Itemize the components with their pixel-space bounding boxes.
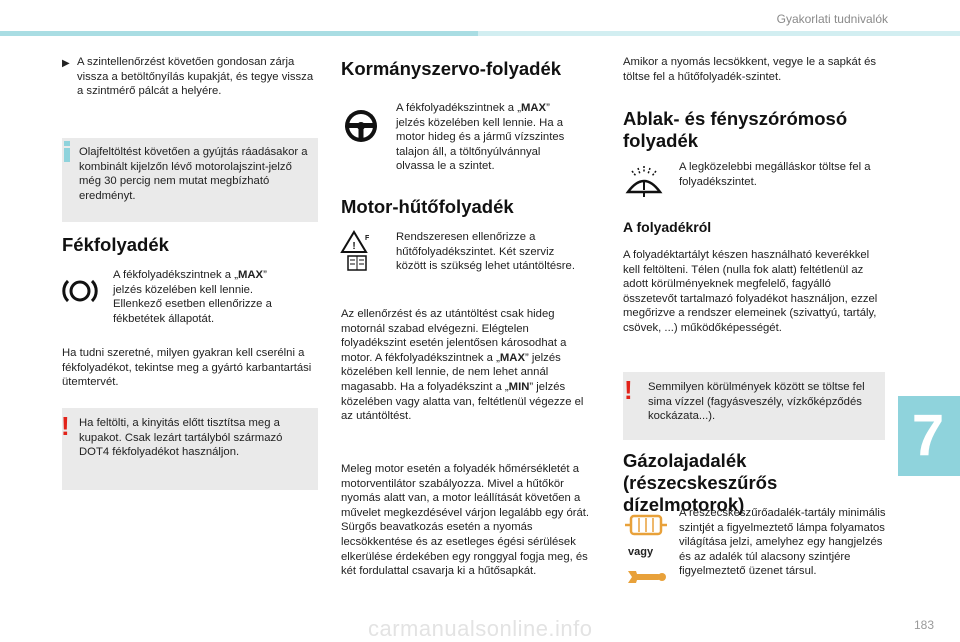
brake-warning-text: Ha feltölti, a kinyitás előtt tisztítsa meg a kupakot. Csak lezárt tartályból származó DOT4 fékfolyadékot használjon.	[79, 417, 283, 459]
brake-warning-icon	[62, 276, 98, 306]
coolant-p1-c: ” jelzés közelében vagy alatta van, feltétlenül végezze el az utántöltést.	[341, 380, 584, 423]
brake-paragraph: Ha tudni szeretné, milyen gyakran kell cserélni a fékfolyadékot, tekintse meg a gyártó karbantartási ütemtervét.	[62, 347, 312, 389]
info-icon	[64, 148, 70, 162]
bullet-glyph: ▶	[62, 58, 70, 69]
coolant-paragraph-2: Meleg motor esetén a folyadék hőmérsékletét a motorventilátor szabályozza. Mivel a hűtőkör nyomás alatt van, a motor leállítását követően a művelet megkezdésével várjon legalább egy órát. Sürgős beavatkozás esetén a nyomás lecsökkentése és az esetleges égési sérülések elkerülése érdekében egy ronggyal fogja meg, és két fordulattal csavarja ki a hűtősapkát.	[341, 463, 590, 578]
wrench-icon	[626, 568, 666, 586]
warning-icon-2: !	[624, 375, 633, 405]
col3-top-text: Amikor a nyomás lecsökkent, vegye le a sapkát és töltse fel a hűtőfolyadék-szintet.	[623, 56, 877, 83]
fluid-text: A folyadéktartályt készen használható keverékkel kell feltölteni. Télen (nulla fok alatt) feltétlenül az adott körülményeknek megfelelő, fagyálló összetevőt tartalmazó folyadékot használjon, ezzel megőrizve a rendszer elemeinek (szivattyú, tartály, csövek, ...) működőképességét.	[623, 249, 878, 334]
header-rule-left	[0, 31, 478, 36]
brake-text-max: MAX	[237, 269, 264, 281]
coolant-warning-icon	[340, 230, 376, 272]
brake-fluid-title: Fékfolyadék	[62, 234, 169, 255]
windscreen-washer-icon	[624, 164, 664, 200]
washer-fluid-text: A legközelebbi megálláskor töltse fel a folyadékszintet.	[679, 161, 871, 188]
coolant-p1-max: MAX	[499, 351, 525, 364]
chapter-number: 7	[911, 403, 945, 468]
diesel-additive-title: Gázolajadalék (részecskeszűrős dízelmotorok)	[623, 450, 778, 515]
coolant-title: Motor-hűtőfolyadék	[341, 196, 514, 217]
coolant-p1-min: MIN	[508, 380, 530, 393]
warning-icon: !	[61, 411, 70, 441]
fluid-subtitle: A folyadékról	[623, 219, 712, 235]
watermark: carmanualsonline.info	[368, 616, 593, 641]
brake-fluid-text	[113, 268, 298, 326]
info-icon-dot	[64, 141, 70, 146]
vagy-label: vagy	[628, 546, 654, 558]
header-title: Gyakorlati tudnivalók	[776, 12, 888, 26]
steering-text-max: MAX	[520, 102, 547, 114]
diesel-additive-text: A részecskeszűrőadalék-tartály minimális szintjét a figyelmeztető lámpa folyamatos világítása jelzi, amelyhez egy hangjelzés és az adalék túl alacsony szintjére figyelmeztető üzenet társul.	[679, 507, 886, 578]
header-rule-right	[478, 31, 960, 36]
washer-fluid-title: Ablak- és fényszórómosó folyadék	[623, 108, 848, 151]
coolant-p1-a: Az ellenőrzést és az utántöltést csak hideg motornál szabad elvégezni. Elégtelen folyadékszint esetén jelentősen károsodhat a motor. A fékfolyadékszintnek a „	[341, 308, 567, 364]
bullet-text: A szintellenőrzést követően gondosan zárja vissza a betöltőnyílás kupakját, és tegye vissza a szintmérő pálcát a helyére.	[77, 56, 314, 98]
page-number: 183	[914, 618, 935, 632]
coolant-icon-text: Rendszeresen ellenőrizze a hűtőfolyadékszintet. Két szerviz között is szükség lehet utántöltésre.	[396, 231, 575, 273]
svg-text:!: !	[352, 241, 356, 252]
steering-wheel-icon	[343, 108, 379, 144]
particle-filter-icon	[625, 512, 667, 538]
steering-text-b: ” jelzés közelében kell lennie. Ha a motor hideg és a jármű vízszintes talajon áll, a töltőnyúlvánnyal olvassa le a szintet.	[396, 102, 565, 173]
steering-fluid-title: Kormányszervo-folyadék	[341, 58, 562, 79]
steering-text-a: A fékfolyadékszintnek a „	[396, 102, 521, 114]
steering-fluid-text	[396, 101, 581, 174]
brake-text-a: A fékfolyadékszintnek a „	[113, 269, 238, 281]
coolant-p1-b: ” jelzés közelében kell lennie, de nem lehet annál magasabb. Ha a folyadékszint a „	[341, 351, 561, 393]
info-box-text: Olajfeltöltést követően a gyújtás ráadásakor a kombinált kijelzőn lévő motorolajszint-jelző még 30 percig nem mutat megbízható eredményt.	[79, 146, 308, 202]
washer-warning-text: Semmilyen körülmények között se töltse fel sima vízzel (fagyásveszély, vízkőképződés kockázata...).	[648, 381, 865, 423]
brake-text-b: ” jelzés közelében kell lennie. Ellenkező esetben ellenőrizze a fékbetétek állapotát.	[113, 269, 272, 325]
coolant-paragraph-1	[341, 307, 591, 424]
svg-text:F: F	[365, 235, 370, 242]
